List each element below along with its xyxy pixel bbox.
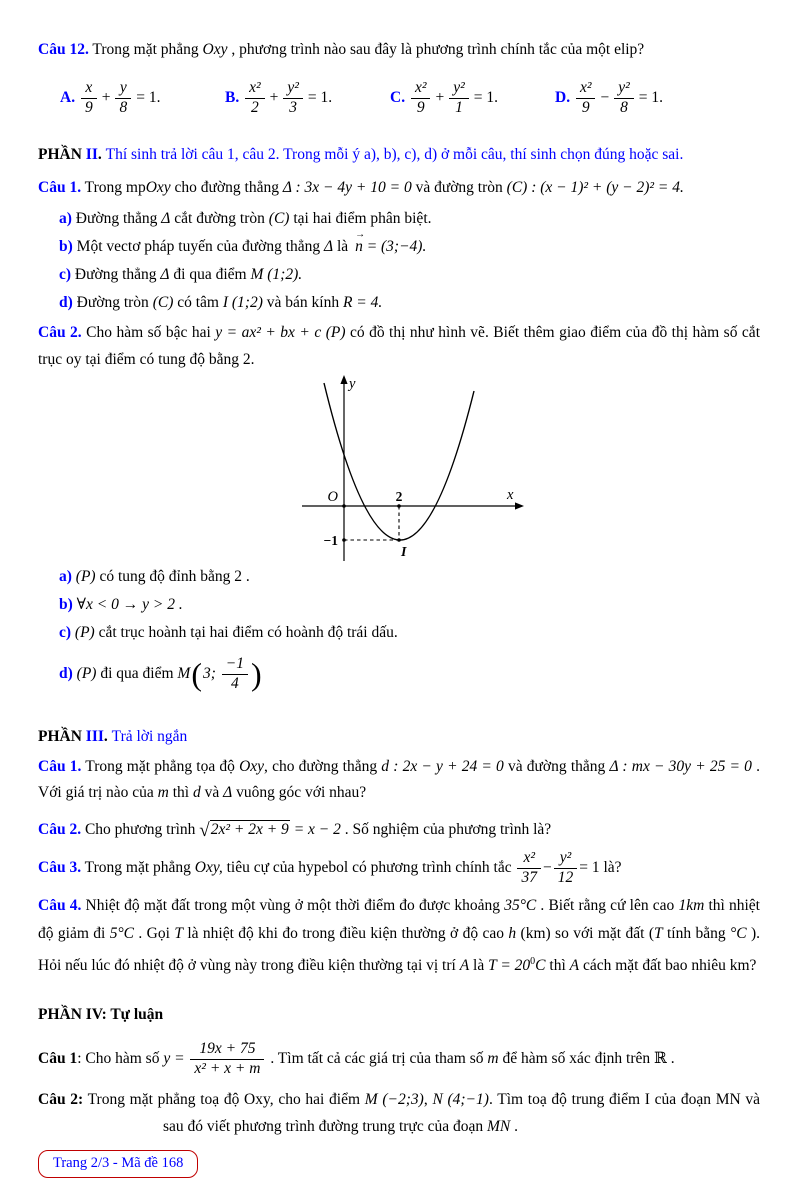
real-numbers-symbol: ℝ (653, 1049, 667, 1067)
x-axis-label: x (507, 487, 514, 503)
p2-question-1 (38, 174, 760, 201)
text-run: đi qua điểm (96, 665, 178, 682)
math-run: Δ (161, 210, 171, 227)
text-run: . Với giá trị nào của (38, 758, 760, 801)
math-run: A (569, 957, 580, 975)
vector-n (355, 229, 365, 261)
frac-num: x² (579, 78, 592, 96)
equals-rhs: = 1. (473, 89, 499, 106)
section-label: PHẦN IV: Tự luận (38, 1005, 164, 1023)
math-run: (C) : (x − 1)² + (y − 2)² = 4. (506, 179, 684, 196)
text-run: . (97, 146, 106, 163)
p2q1-item-b (38, 229, 760, 261)
text-run: Đường thẳng (71, 266, 161, 283)
text-run: (km) so với mặt đất ( (516, 925, 654, 943)
option-b (225, 80, 390, 116)
text-run: và đường thẳng (503, 758, 610, 775)
math-run: = x − 2 (289, 821, 341, 838)
vertex-dot (397, 538, 401, 542)
y-axis-label: y (349, 376, 356, 392)
frac-num: y² (559, 849, 572, 866)
page-footer-badge (38, 1150, 198, 1178)
p2q2-item-c (38, 619, 760, 647)
xtick-dot (397, 504, 401, 508)
frac-den: x² + x + m (190, 1059, 264, 1078)
section-label: PHẦN (38, 146, 86, 163)
parabola-graph (296, 375, 760, 561)
equals-rhs: = 1. (307, 89, 333, 106)
text-run: : Cho hàm số (77, 1049, 164, 1067)
fraction (281, 80, 305, 116)
math-run: C (535, 957, 546, 975)
frac-num: x (85, 78, 93, 96)
y-tick-label: −1 (323, 533, 338, 548)
question-12-label: Câu 12. (38, 41, 89, 58)
math-run: y = ax² + bx + c (215, 324, 322, 341)
frac-num: x² (523, 849, 535, 866)
text-run: là? (599, 858, 622, 876)
math-run: Δ (223, 784, 233, 801)
text-run: và đường tròn (411, 179, 507, 196)
option-a-label: A. (60, 89, 76, 106)
text-run: là nhiệt độ khi đo trong điều kiện thường ở độ cao (182, 925, 509, 943)
ytick-dot (342, 538, 346, 542)
fraction (220, 656, 250, 692)
math-run: Δ : mx − 30y + 25 = 0 (609, 758, 752, 775)
p2-question-2 (38, 319, 760, 373)
p4-question-2 (38, 1086, 760, 1140)
section-number: II (85, 146, 98, 163)
frac-den: 9 (81, 98, 97, 117)
frac-num: y² (618, 78, 630, 96)
math-run: T (174, 925, 183, 943)
math-run: °C (730, 925, 747, 943)
text-run: vuông góc với nhau? (232, 784, 367, 801)
option-d-label: D. (555, 89, 571, 106)
p2q1-item-d (38, 289, 760, 317)
equals-rhs: = 1. (638, 89, 664, 106)
operator: − (542, 858, 552, 876)
item-label: a) (59, 568, 72, 585)
section-3-header (38, 723, 760, 750)
text-run: có đồ thị như hình vẽ. Biết thêm giao điểm của đồ thị hàm số cắt trục oy tại điểm có tung độ bằng 2. (38, 324, 760, 368)
text-run: Trong mặt phẳng (81, 858, 195, 876)
math-run: 35°C (504, 897, 537, 915)
math-run: M (−2;3) (364, 1090, 424, 1108)
sqrt-icon: √ (199, 820, 210, 841)
frac-den: 1 (449, 98, 469, 117)
frac-num: x² (414, 78, 427, 96)
p2q1-item-c (38, 261, 760, 289)
text-run: ). Hỏi nếu lúc đó nhiệt độ ở vùng này trong điều kiện thường tại vị trí (38, 925, 760, 975)
math-run: Oxy (239, 758, 265, 775)
item-label: a) (59, 210, 72, 227)
text-run: . Tìm toạ độ trung điểm I của đoạn MN và sau đó viết phương trình đường trung trực của đoạn (163, 1090, 761, 1135)
equals-rhs: = 1 (579, 858, 600, 876)
text-run: cắt đường tròn (170, 210, 269, 227)
text-run: Trong mp (81, 179, 146, 196)
math-run: Δ (160, 266, 170, 283)
fraction (552, 850, 580, 886)
question-label: Câu 3. (38, 858, 82, 876)
math-run: (P) (76, 665, 97, 682)
text-run: . (510, 1117, 518, 1135)
item-label: b) (59, 596, 73, 613)
option-a (60, 80, 225, 116)
fraction (188, 1041, 266, 1077)
equals-rhs: = 1. (136, 89, 161, 106)
text-run: cách mặt đất bao nhiêu km? (579, 957, 757, 975)
math-run: m (487, 1049, 499, 1067)
section-instructions: Trả lời ngắn (111, 728, 188, 745)
text-run: là (469, 957, 489, 975)
question-label: Câu 1. (38, 758, 82, 775)
text-run: . Số nghiệm của phương trình là? (340, 821, 552, 838)
origin-dot (342, 504, 346, 508)
math-run: ∀x < 0 → y > 2 . (76, 596, 183, 613)
text-run: . Gọi (134, 925, 175, 943)
fraction (574, 80, 598, 116)
math-run: T (653, 925, 663, 943)
text-run: đi qua điểm (169, 266, 251, 283)
frac-den: 12 (554, 868, 578, 887)
frac-num: y (119, 78, 127, 96)
option-c-label: C. (390, 89, 406, 106)
math-run: m (157, 784, 169, 801)
math-run: n (355, 238, 363, 255)
text-run: . Biết rằng cứ lên cao (536, 897, 679, 915)
text-run: , cho đường thẳng (264, 758, 382, 775)
text-run: Trong mặt phẳng toạ độ Oxy, cho hai điểm (83, 1090, 365, 1108)
close-paren: ) (251, 656, 262, 693)
p3-question-3 (38, 850, 760, 886)
question-label: Câu 2. (38, 821, 82, 838)
frac-den: 9 (411, 98, 431, 117)
text-run: tiêu cự của hypebol có phương trình chính tắc (222, 858, 516, 876)
question-label: Câu 2: (38, 1090, 84, 1108)
text-run: . Tìm tất cả các giá trị của tham số (266, 1049, 488, 1067)
text-run: Cho phương trình (81, 821, 200, 838)
text-run: Trong mặt phẳng (88, 41, 203, 58)
open-paren: ( (191, 656, 202, 693)
math-run: = (3;−4). (362, 238, 427, 255)
fraction (515, 850, 543, 886)
text-run: cắt trục hoành tại hai điểm có hoành độ trái dấu. (94, 624, 398, 641)
frac-num: −1 (225, 655, 244, 673)
text-run: cho đường thẳng (170, 179, 283, 196)
p4-question-1 (38, 1036, 760, 1082)
text-run: thì (545, 957, 570, 975)
text-run: , phương trình nào sau đây là phương trình chính tắc của một elip? (227, 41, 645, 58)
frac-den: 2 (245, 98, 265, 117)
parabola-svg (296, 375, 531, 561)
origin-label: O (327, 489, 338, 505)
text-run: Trong mặt phẳng tọa độ (81, 758, 240, 775)
parabola-curve (324, 383, 474, 540)
math-run: d (193, 784, 201, 801)
math-run: M (177, 665, 191, 682)
operator: + (101, 89, 111, 106)
x-axis-arrow-icon (515, 502, 524, 509)
p2q2-item-d (38, 651, 760, 697)
math-run: A (459, 957, 470, 975)
math-run: N (4;−1) (432, 1090, 489, 1108)
question-12-options (60, 69, 760, 127)
fraction (243, 80, 267, 116)
math-run: (C) (152, 294, 174, 311)
math-run: Δ (324, 238, 334, 255)
p3-question-4 (38, 892, 760, 980)
math-run: M (1;2). (250, 266, 303, 283)
math-run: 5°C (109, 925, 135, 943)
math-run: T = 20 (488, 957, 531, 975)
text-run: có tâm (173, 294, 223, 311)
option-c (390, 80, 555, 116)
option-d (555, 80, 720, 116)
math-run: Oxy, (194, 858, 223, 876)
item-label: c) (59, 266, 72, 283)
item-label: d) (59, 294, 73, 311)
math-run: R = 4. (342, 294, 383, 311)
text-run: là (333, 238, 353, 255)
frac-den: 9 (576, 98, 596, 117)
item-label: b) (59, 238, 73, 255)
p2q2-item-b (38, 591, 760, 619)
vector-arrow-icon: → (355, 229, 365, 240)
fraction (409, 80, 433, 116)
x-tick-label: 2 (395, 489, 403, 504)
math-run: 1km (678, 897, 705, 915)
text-run: Oxy (202, 41, 228, 58)
operator: − (600, 89, 610, 106)
math-run: (P) (74, 624, 95, 641)
math-run: Δ : 3x − 4y + 10 = 0 (282, 179, 412, 196)
math-run: 3; (202, 665, 220, 682)
fraction (113, 80, 133, 116)
option-b-label: B. (225, 89, 240, 106)
question-12 (38, 36, 760, 63)
math-run: h (508, 925, 517, 943)
frac-num: y² (453, 78, 465, 96)
text-run: Cho hàm số bậc hai (81, 324, 216, 341)
question-label: Câu 2. (38, 324, 82, 341)
superscript: 0 (530, 956, 536, 968)
text-run: tại hai điểm phân biệt. (289, 210, 432, 227)
math-run: Oxy (145, 179, 171, 196)
text-run: Đường thẳng (71, 210, 162, 227)
text-run: thì (168, 784, 193, 801)
p2q1-item-a (38, 205, 760, 233)
fraction (612, 80, 636, 116)
math-run: MN (486, 1117, 511, 1135)
operator: + (269, 89, 279, 106)
section-number: III (85, 728, 104, 745)
fraction (447, 80, 471, 116)
text-run: . (666, 1049, 675, 1067)
text-run: , (423, 1090, 433, 1108)
math-run: (C) (268, 210, 290, 227)
frac-den: 8 (115, 98, 131, 117)
y-axis-arrow-icon (340, 375, 347, 384)
frac-num: x² (249, 78, 261, 96)
operator: + (435, 89, 445, 106)
math-run: (P) (325, 324, 346, 341)
frac-num: y² (287, 78, 299, 96)
text-run: Đường tròn (72, 294, 153, 311)
fraction (79, 80, 99, 116)
p2q2-item-a (38, 563, 760, 591)
frac-den: 4 (222, 674, 248, 693)
text-run: . (103, 728, 112, 745)
text-run: tính bằng (662, 925, 731, 943)
page-number: Trang 2/3 - Mã đề 168 (53, 1154, 184, 1171)
radicand: 2x² + 2x + 9 (210, 821, 289, 838)
text-run: thì nhiệt độ giảm đi (38, 897, 760, 943)
math-run: I (1;2) (222, 294, 263, 311)
text-run: có tung độ đỉnh bằng 2 . (95, 568, 250, 585)
text-run: Một vectơ pháp tuyến của đường thẳng (72, 238, 325, 255)
text-run: để hàm số xác định trên (498, 1049, 654, 1067)
question-label: Câu 1 (38, 1049, 78, 1067)
math-run: (P) (75, 568, 96, 585)
item-label: c) (59, 624, 72, 641)
section-label: PHẦN (38, 728, 86, 745)
text-run: và (200, 784, 224, 801)
math-run: y = (163, 1049, 185, 1067)
text-run: và bán kính (262, 294, 343, 311)
text-run: Nhiệt độ mặt đất trong một vùng ở một thời điểm đo được khoảng (81, 897, 505, 915)
frac-den: 8 (614, 98, 634, 117)
p3-question-2 (38, 816, 760, 844)
question-label: Câu 1. (38, 179, 82, 196)
frac-den: 3 (283, 98, 303, 117)
vertex-label: I (401, 545, 407, 560)
item-label: d) (59, 665, 73, 682)
frac-num: 19x + 75 (199, 1039, 256, 1057)
frac-den: 37 (517, 868, 541, 887)
math-run: d : 2x − y + 24 = 0 (381, 758, 504, 775)
p3-question-1 (38, 754, 760, 806)
section-4-header (38, 1001, 760, 1028)
question-label: Câu 4. (38, 897, 82, 915)
section-instructions: Thí sinh trả lời câu 1, câu 2. Trong mỗi ý a), b), c), d) ở mỗi câu, thí sinh chọn đúng hoặc sai. (105, 146, 684, 163)
section-2-header (38, 141, 760, 168)
